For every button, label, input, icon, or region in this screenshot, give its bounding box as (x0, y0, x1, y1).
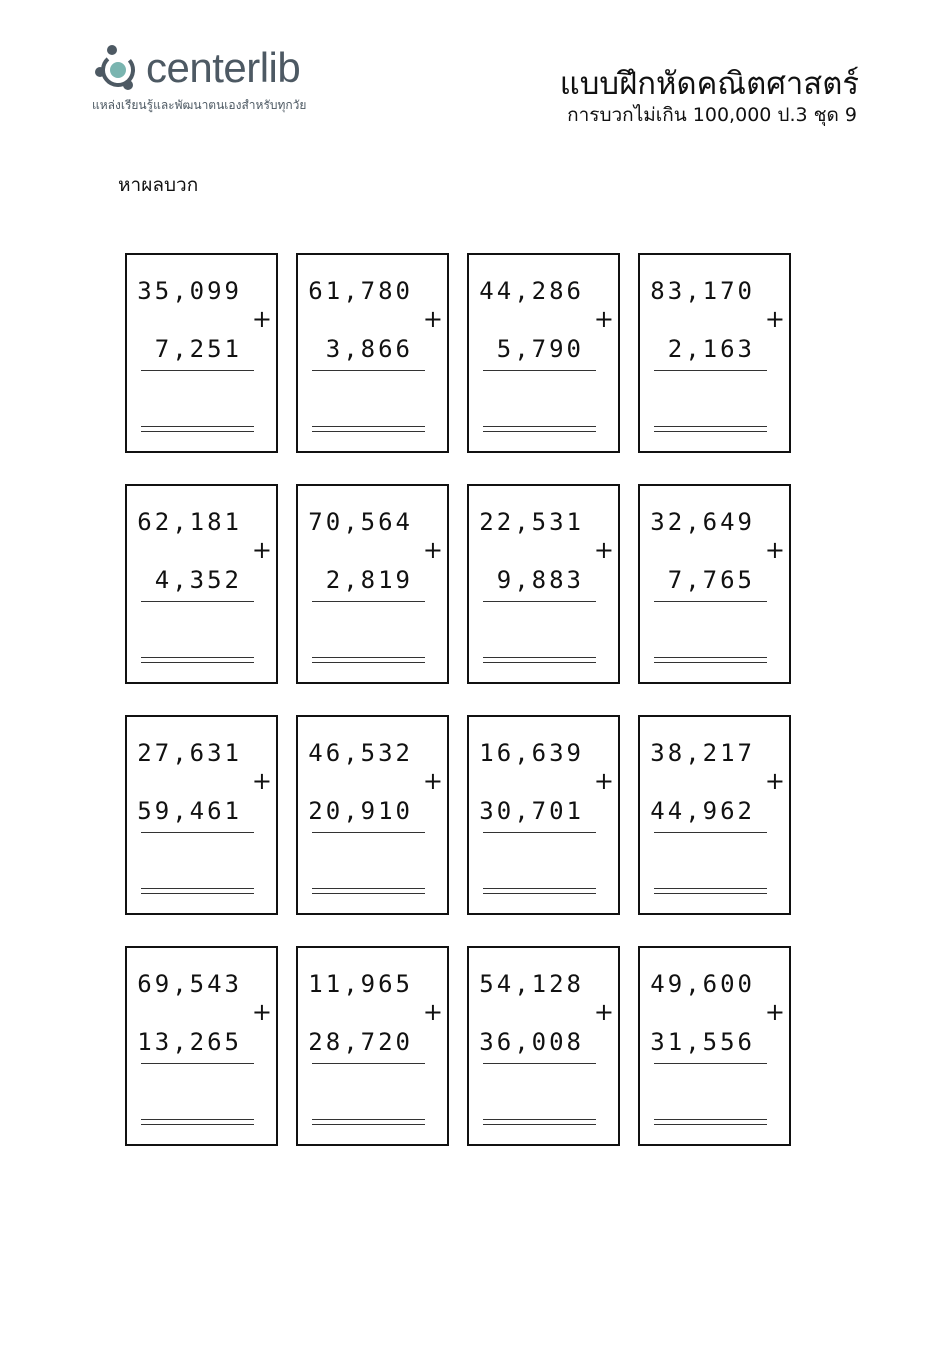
plus-sign: + (764, 767, 785, 795)
addend-top: 22,531 (479, 508, 584, 536)
addend-bottom: 7,251 (154, 335, 242, 363)
addend-top: 32,649 (650, 508, 755, 536)
answer-line[interactable] (141, 888, 254, 894)
sum-line (483, 370, 596, 371)
logo-molecule-icon (92, 42, 144, 94)
problem-card (296, 484, 449, 684)
plus-sign: + (593, 305, 614, 333)
plus-sign: + (251, 998, 272, 1026)
answer-line[interactable] (312, 426, 425, 432)
plus-sign: + (764, 998, 785, 1026)
addend-top: 62,181 (137, 508, 242, 536)
addend-top: 11,965 (308, 970, 413, 998)
answer-line[interactable] (312, 888, 425, 894)
sum-line (312, 1063, 425, 1064)
sum-line (141, 370, 254, 371)
sum-line (483, 601, 596, 602)
addend-bottom: 30,701 (479, 797, 584, 825)
problem-card (638, 715, 791, 915)
problem-grid (125, 253, 795, 1146)
addend-bottom: 4,352 (154, 566, 242, 594)
answer-line[interactable] (141, 657, 254, 663)
addend-top: 46,532 (308, 739, 413, 767)
sum-line (141, 832, 254, 833)
addend-top: 27,631 (137, 739, 242, 767)
plus-sign: + (422, 536, 443, 564)
centerlib-logo (92, 40, 352, 120)
addend-top: 38,217 (650, 739, 755, 767)
addend-bottom: 5,790 (496, 335, 584, 363)
addend-top: 61,780 (308, 277, 413, 305)
answer-line[interactable] (141, 426, 254, 432)
addend-bottom: 31,556 (650, 1028, 755, 1056)
addend-top: 16,639 (479, 739, 584, 767)
plus-sign: + (593, 767, 614, 795)
addend-top: 70,564 (308, 508, 413, 536)
answer-line[interactable] (483, 657, 596, 663)
problem-card (638, 484, 791, 684)
sum-line (141, 1063, 254, 1064)
problem-card (638, 946, 791, 1146)
answer-line[interactable] (483, 426, 596, 432)
addend-top: 54,128 (479, 970, 584, 998)
problem-card (125, 715, 278, 915)
addend-bottom: 20,910 (308, 797, 413, 825)
sum-line (654, 601, 767, 602)
problem-card (125, 253, 278, 453)
sum-line (312, 832, 425, 833)
answer-line[interactable] (483, 1119, 596, 1125)
problem-card (467, 715, 620, 915)
addend-bottom: 13,265 (137, 1028, 242, 1056)
sum-line (312, 601, 425, 602)
answer-line[interactable] (312, 657, 425, 663)
addend-bottom: 3,866 (325, 335, 413, 363)
answer-line[interactable] (483, 888, 596, 894)
addend-bottom: 9,883 (496, 566, 584, 594)
addend-bottom: 28,720 (308, 1028, 413, 1056)
answer-line[interactable] (654, 426, 767, 432)
addend-top: 83,170 (650, 277, 755, 305)
addend-top: 69,543 (137, 970, 242, 998)
addend-bottom: 2,819 (325, 566, 413, 594)
plus-sign: + (593, 536, 614, 564)
problem-card (125, 946, 278, 1146)
sum-line (654, 370, 767, 371)
answer-line[interactable] (654, 888, 767, 894)
problem-card (467, 253, 620, 453)
plus-sign: + (593, 998, 614, 1026)
sum-line (312, 370, 425, 371)
addend-bottom: 36,008 (479, 1028, 584, 1056)
plus-sign: + (764, 536, 785, 564)
addend-top: 35,099 (137, 277, 242, 305)
page-title: แบบฝึกหัดคณิตศาสตร์ (559, 66, 859, 102)
logo-tagline: แหล่งเรียนรู้และพัฒนาตนเองสำหรับทุกวัย (92, 98, 307, 112)
plus-sign: + (422, 305, 443, 333)
plus-sign: + (251, 767, 272, 795)
problem-card (296, 253, 449, 453)
problem-card (296, 946, 449, 1146)
addend-top: 49,600 (650, 970, 755, 998)
instruction-text: หาผลบวก (118, 174, 199, 196)
addend-bottom: 2,163 (667, 335, 755, 363)
plus-sign: + (422, 767, 443, 795)
answer-line[interactable] (312, 1119, 425, 1125)
answer-line[interactable] (654, 1119, 767, 1125)
plus-sign: + (251, 536, 272, 564)
problem-card (467, 484, 620, 684)
addend-top: 44,286 (479, 277, 584, 305)
page-subtitle: การบวกไม่เกิน 100,000 ป.3 ชุด 9 (567, 104, 857, 126)
problem-card (467, 946, 620, 1146)
sum-line (483, 832, 596, 833)
problem-card (296, 715, 449, 915)
plus-sign: + (251, 305, 272, 333)
sum-line (654, 832, 767, 833)
answer-line[interactable] (654, 657, 767, 663)
plus-sign: + (764, 305, 785, 333)
sum-line (654, 1063, 767, 1064)
addend-bottom: 44,962 (650, 797, 755, 825)
sum-line (141, 601, 254, 602)
addend-bottom: 7,765 (667, 566, 755, 594)
logo-wordmark: centerlib (146, 44, 301, 91)
problem-card (125, 484, 278, 684)
plus-sign: + (422, 998, 443, 1026)
sum-line (483, 1063, 596, 1064)
problem-card (638, 253, 791, 453)
addend-bottom: 59,461 (137, 797, 242, 825)
answer-line[interactable] (141, 1119, 254, 1125)
